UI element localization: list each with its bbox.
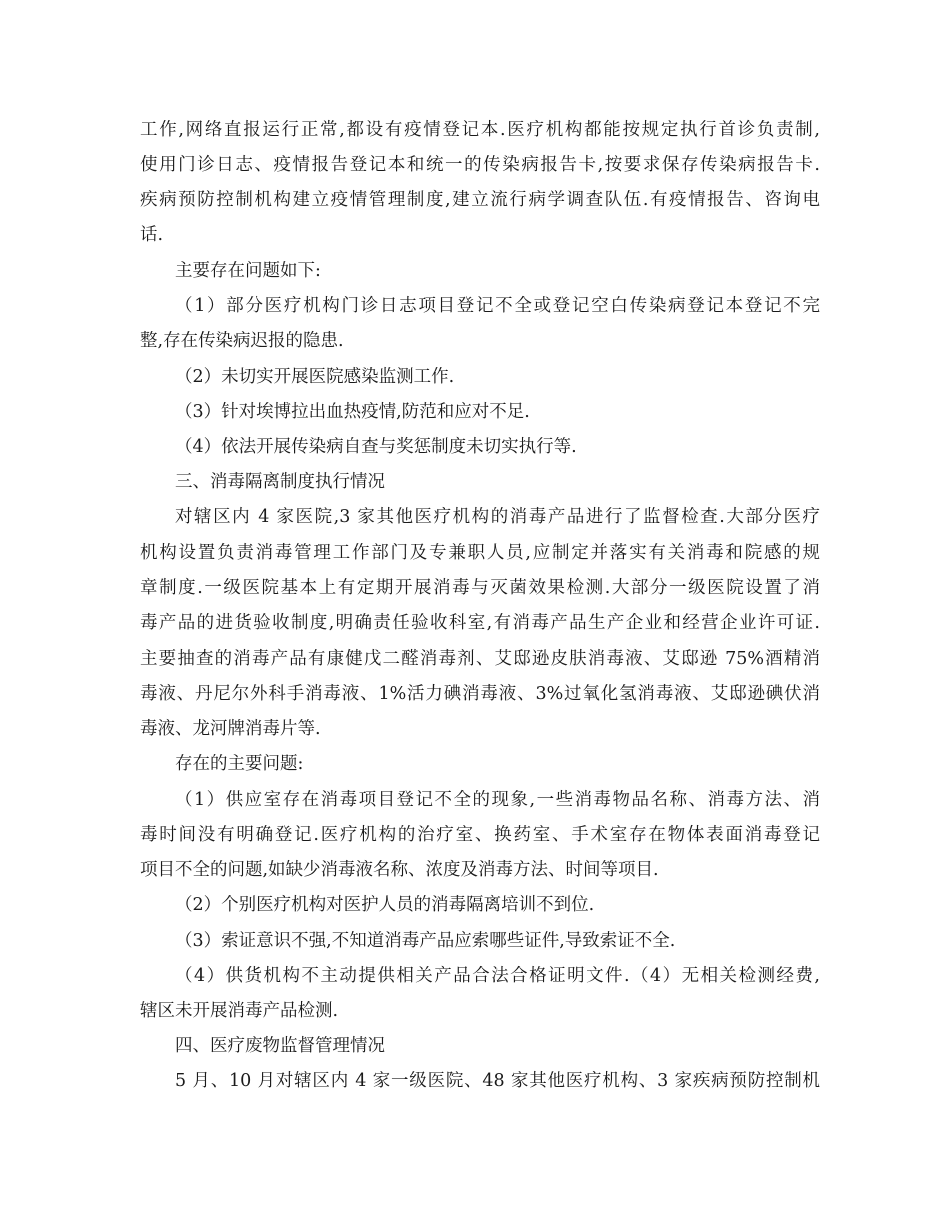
section-heading: 主要存在问题如下: <box>175 261 321 281</box>
text-line: 毒液、丹尼尔外科手消毒液、1%活力碘消毒液、3%过氧化氢消毒液、艾邸逊碘伏消 <box>140 684 820 704</box>
text-line: 毒时间没有明确登记.医疗机构的治疗室、换药室、手术室存在物体表面消毒登记 <box>140 825 820 845</box>
text-line: 机构设置负责消毒管理工作部门及专兼职人员,应制定并落实有关消毒和院感的规 <box>140 543 820 563</box>
list-item: （4）依法开展传染病自查与奖惩制度未切实执行等. <box>175 437 577 457</box>
text-line: 疾病预防控制机构建立疫情管理制度,建立流行病学调查队伍.有疫情报告、咨询电 <box>140 190 820 210</box>
list-item: （3）索证意识不强,不知道消毒产品应索哪些证件,导致索证不全. <box>175 931 676 951</box>
text-line: 话. <box>140 225 164 245</box>
text-line: 毒产品的进货验收制度,明确责任验收科室,有消毒产品生产企业和经营企业许可证. <box>140 613 820 633</box>
list-item: （4）供货机构不主动提供相关产品合法合格证明文件.（4）无相关检测经费, <box>175 966 820 986</box>
text-line: 整,存在传染病迟报的隐患. <box>140 331 344 351</box>
section-heading: 存在的主要问题: <box>175 754 304 774</box>
list-item: （1）供应室存在消毒项目登记不全的现象,一些消毒物品名称、消毒方法、消 <box>175 790 820 810</box>
text-line: 对辖区内 4 家医院,3 家其他医疗机构的消毒产品进行了监督检查.大部分医疗 <box>175 507 820 527</box>
list-item: （1）部分医疗机构门诊日志项目登记不全或登记空白传染病登记本登记不完 <box>175 296 820 316</box>
list-item: （3）针对埃博拉出血热疫情,防范和应对不足. <box>175 402 530 422</box>
section-heading: 四、医疗废物监督管理情况 <box>175 1036 385 1056</box>
text-line: 章制度.一级医院基本上有定期开展消毒与灭菌效果检测.大部分一级医院设置了消 <box>140 578 820 598</box>
text-line: 毒液、龙河牌消毒片等. <box>140 719 321 739</box>
list-item: （2）未切实开展医院感染监测工作. <box>175 367 455 387</box>
text-line: 工作,网络直报运行正常,都设有疫情登记本.医疗机构都能按规定执行首诊负责制, <box>140 120 820 140</box>
text-line: 主要抽查的消毒产品有康健戊二醛消毒剂、艾邸逊皮肤消毒液、艾邸逊 75%酒精消 <box>140 649 820 669</box>
text-line: 辖区未开展消毒产品检测. <box>140 1001 339 1021</box>
list-item: （2）个别医疗机构对医护人员的消毒隔离培训不到位. <box>175 895 595 915</box>
text-line: 项目不全的问题,如缺少消毒液名称、浓度及消毒方法、时间等项目. <box>140 860 659 880</box>
text-line: 使用门诊日志、疫情报告登记本和统一的传染病报告卡,按要求保存传染病报告卡. <box>140 155 820 175</box>
section-heading: 三、消毒隔离制度执行情况 <box>175 472 385 492</box>
text-line: 5 月、10 月对辖区内 4 家一级医院、48 家其他医疗机构、3 家疾病预防控制机 <box>175 1071 820 1091</box>
